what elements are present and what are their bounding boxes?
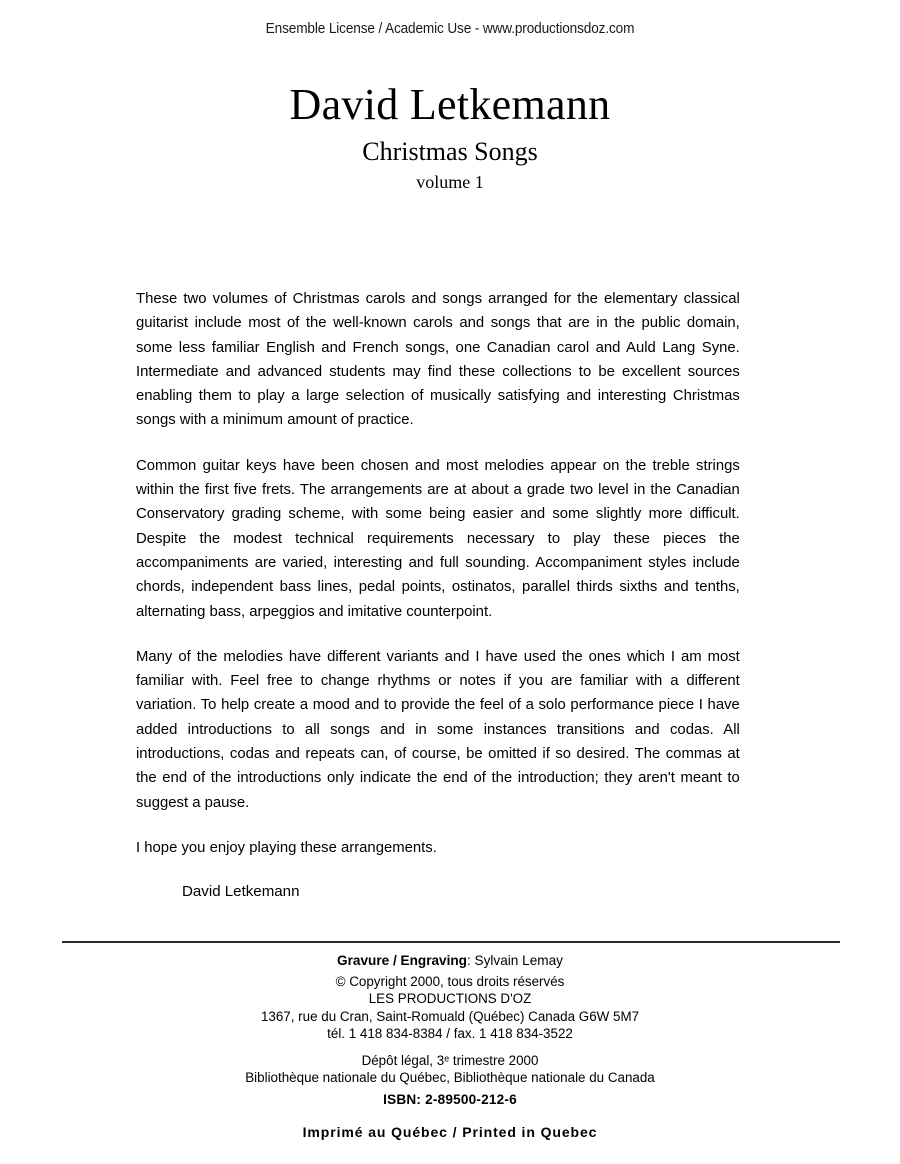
- copyright-line: © Copyright 2000, tous droits réservés: [335, 974, 565, 989]
- legal-deposit-line: [0, 1052, 900, 1069]
- title-block: [0, 80, 900, 193]
- volume-label: volume 1: [416, 172, 484, 192]
- isbn-line: ISBN: 2-89500-212-6: [383, 1092, 517, 1108]
- engraving-label: Gravure / Engraving: [337, 953, 467, 968]
- preface-text: [136, 287, 749, 905]
- author-signature: David Letkemann: [182, 883, 300, 901]
- paragraph-1: These two volumes of Christmas carols and songs arranged for the elementary classical guitarist include most of the well-known carols and songs that are in the public domain, some less familiar English and French songs, one Canadian carol and Auld Lang Syne. Intermediate and advanced students may find these collections to be excellent sources enabling them to play a large selection of musically satisfying and interesting Christmas songs with a minimum amount of practice.: [136, 290, 740, 429]
- ordinal-suffix: e: [444, 1052, 450, 1063]
- collection-title: Christmas Songs: [362, 137, 538, 166]
- national-libraries-line: Bibliothèque nationale du Québec, Bibliothèque nationale du Canada: [245, 1070, 655, 1086]
- engraving-credit: [0, 951, 900, 971]
- publisher-name: LES PRODUCTIONS D'OZ: [368, 991, 532, 1007]
- footer-spacer: [0, 1043, 900, 1052]
- publisher-address: 1367, rue du Cran, Saint-Romuald (Québec) Canada G6W 5M7: [260, 1008, 640, 1024]
- license-notice: Ensemble License / Academic Use - www.productionsdoz.com: [265, 21, 635, 37]
- printed-in-line: Imprimé au Québec / Printed in Quebec: [302, 1124, 598, 1141]
- closing-line: I hope you enjoy playing these arrangements.: [136, 838, 437, 856]
- publisher-contact: tél. 1 418 834-8384 / fax. 1 418 834-3522: [327, 1026, 573, 1042]
- paragraph-2: Common guitar keys have been chosen and most melodies appear on the treble strings within the first five frets. The arrangements are at about a grade two level in the Canadian Conservatory grading scheme, with some being easier and some slightly more difficult. Despite the modest technical requirements necessary to play these pieces the accompaniments are varied, interesting and full sounding. Accompaniment styles include chords, independent bass lines, pedal points, ostinatos, parallel thirds sixths and tenths, alternating bass, arpeggios and imitative counterpoint.: [136, 456, 740, 620]
- footer-divider: [62, 941, 840, 943]
- composer-name: David Letkemann: [289, 80, 611, 129]
- legal-deposit-prefix: Dépôt légal, 3: [361, 1052, 445, 1068]
- paragraph-3: Many of the melodies have different variants and I have used the ones which I am most familiar with. Feel free to change rhythms or notes if you are familiar with a different variation. To help create a mood and to provide the feel of a solo performance piece I have added introductions to all songs and in some instances transitions and codas. All introductions, codas and repeats can, of course, be omitted if so desired. The commas at the end of the introductions only indicate the end of the introduction; they aren't meant to suggest a pause.: [136, 647, 740, 811]
- footer-block: [0, 951, 900, 1142]
- engraving-value: : Sylvain Lemay: [466, 953, 563, 968]
- legal-deposit-suffix: trimestre 2000: [449, 1052, 539, 1068]
